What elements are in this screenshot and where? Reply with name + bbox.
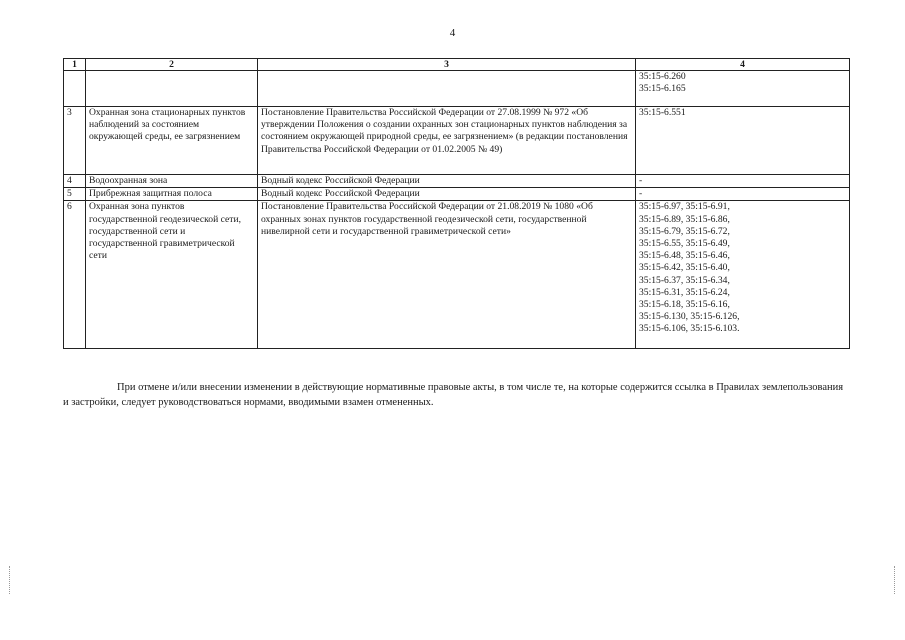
right-edge-mark bbox=[894, 566, 896, 594]
zones-table bbox=[63, 58, 850, 349]
legal-document bbox=[258, 71, 636, 107]
zone-codes: 35:15-6.551 bbox=[636, 107, 850, 175]
table-row bbox=[64, 71, 850, 107]
zone-name: Прибрежная защитная полоса bbox=[86, 188, 258, 201]
zone-name: Охранная зона стационарных пунктов наблюдений за состоянием окружающей среды, ее загрязнением bbox=[86, 107, 258, 175]
legal-document: Водный кодекс Российской Федерации bbox=[258, 175, 636, 188]
header-col-2: 2 bbox=[86, 59, 258, 71]
zone-name bbox=[86, 71, 258, 107]
footnote-paragraph: При отмене и/или внесении изменении в действующие нормативные правовые акты, в том числе те, на которые содержится ссылка в Правилах землепользования и застройки, следует руководствоваться нормами, вводимыми взамен отмененных. bbox=[63, 381, 844, 408]
table-row bbox=[64, 175, 850, 188]
header-col-4: 4 bbox=[636, 59, 850, 71]
zone-name: Охранная зона пунктов государственной геодезической сети, государственной сети и государственной гравиметрической сети bbox=[86, 201, 258, 349]
row-number: 5 bbox=[64, 188, 86, 201]
header-col-1: 1 bbox=[64, 59, 86, 71]
zone-codes: - bbox=[636, 175, 850, 188]
zone-name: Водоохранная зона bbox=[86, 175, 258, 188]
zone-codes: 35:15-6.260 35:15-6.165 bbox=[636, 71, 850, 107]
left-edge-mark bbox=[9, 566, 11, 594]
header-col-3: 3 bbox=[258, 59, 636, 71]
page-number: 4 bbox=[449, 27, 456, 39]
table-header-row bbox=[64, 59, 850, 71]
table-row bbox=[64, 188, 850, 201]
table-row bbox=[64, 201, 850, 349]
legal-document: Постановление Правительства Российской Федерации от 27.08.1999 № 972 «Об утверждении Положения о создании охранных зон стационарных пунктов наблюдения за состоянием окружающей природной среды, ее загрязнением» (в редакции постановления Правительства Российской Федерации от 01.02.2005 № 49) bbox=[258, 107, 636, 175]
zone-codes: 35:15-6.97, 35:15-6.91, 35:15-6.89, 35:15-6.86, 35:15-6.79, 35:15-6.72, 35:15-6.55, 35:15-6.49, 35:15-6.48, 35:15-6.46, 35:15-6.42, 35:15-6.40, 35:15-6.37, 35:15-6.34, 35:15-6.31, 35:15-6.24, 35:15-6.18, 35:15-6.16, 35:15-6.130, 35:15-6.126, 35:15-6.106, 35:15-6.103. bbox=[636, 201, 850, 349]
row-number: 4 bbox=[64, 175, 86, 188]
row-number bbox=[64, 71, 86, 107]
table-row bbox=[64, 107, 850, 175]
legal-document: Водный кодекс Российской Федерации bbox=[258, 188, 636, 201]
row-number: 3 bbox=[64, 107, 86, 175]
legal-document: Постановление Правительства Российской Федерации от 21.08.2019 № 1080 «Об охранных зонах пунктов государственной геодезической сети, государственной нивелирной сети и государственной гравиметрической сети» bbox=[258, 201, 636, 349]
row-number: 6 bbox=[64, 201, 86, 349]
zone-codes: - bbox=[636, 188, 850, 201]
